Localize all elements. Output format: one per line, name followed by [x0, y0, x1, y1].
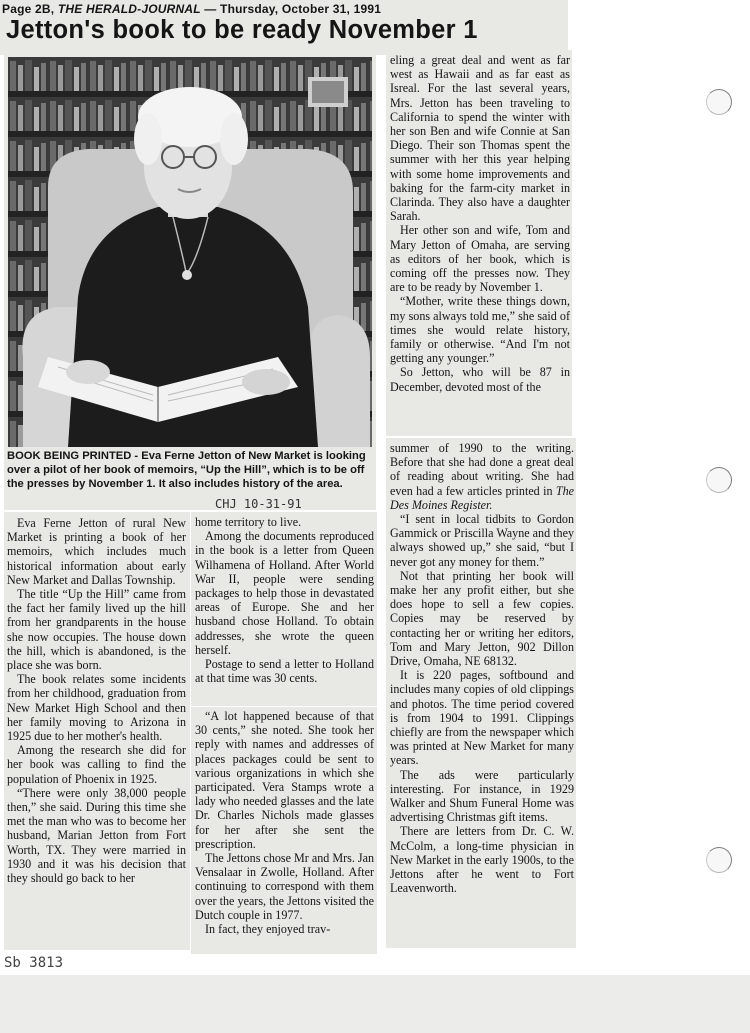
photo-caption: BOOK BEING PRINTED - Eva Ferne Jetton of New Market is looking over a pilot of her book of memoirs, “Up the Hill”, which is to be off the presses by November 1. It also includes history of the area. [7, 450, 366, 490]
handwritten-date-note: CHJ 10-31-91 [215, 497, 302, 511]
punch-hole-bottom [706, 847, 732, 873]
photo-illustration [8, 57, 372, 447]
paragraph: “I sent in local tidbits to Gordon Gammick or Priscilla Wayne and they always showed up,” she said, “but I never got any money for them.” [390, 512, 574, 569]
paragraph: Among the documents reproduced in the book is a letter from Queen Wilhamena of Holland. After World War II, people were sending packages to help those in devastated areas of Europe. She and her husband chose Holland. To obtain addresses, she wrote the queen herself. [195, 529, 374, 657]
article-column-3-bottom [390, 441, 574, 896]
paragraph: “A lot happened because of that 30 cents,” she noted. She took her reply with names and addresses of places packages could be sent to various organizations in which she participated. Vera Stamps wrote a lady who needed glasses and the late Dr. Charles Nichols made glasses for her after she sent the prescription. [195, 709, 374, 851]
article-column-3-top [390, 53, 570, 394]
scanner-margin [0, 975, 750, 1033]
headline: Jetton's book to be ready November 1 [6, 16, 478, 44]
paragraph: eling a great deal and went as far west as Hawaii and as far east as Isreal. For the last several years, Mrs. Jetton has been traveling to California to spend the winter with her son Ben and wife Connie at San Diego. Their son Thomas spent the summer with her this year helping with some home improvements and baking for the farm-city market in Clarinda. They also have a daughter Sarah. [390, 53, 570, 224]
photo-woman-reading-book [8, 57, 372, 447]
paragraph: There are letters from Dr. C. W. McColm, a long-time physician in New Market in the early 1900s, to the Jettons after he went to Fort Leavenworth. [390, 824, 574, 896]
paragraph: “Mother, write these things down, my sons always told me,” she said of times she would relate history, family or otherwise. “And I'm not getting any younger.” [390, 294, 570, 366]
paragraph: home territory to live. [195, 515, 302, 529]
paragraph: Among the research she did for her book was calling to find the population of Phoenix in 1925. [7, 743, 186, 786]
paragraph: The book relates some incidents from her childhood, graduation from New Market High School and then her family moving to Arizona in 1925 due to her mother's health. [7, 672, 186, 744]
article-column-2-bottom [195, 709, 374, 936]
paragraph: Eva Ferne Jetton of rural New Market is printing a book of her memoirs, which includes much historical information about early New Market and Dallas Township. [7, 516, 186, 587]
paragraph: So Jetton, who will be 87 in December, devoted most of the [390, 365, 570, 394]
paragraph: The ads were particularly interesting. For instance, in 1929 Walker and Shum Funeral Home was advertising Christmas gift items. [390, 767, 574, 825]
punch-hole-middle [706, 467, 732, 493]
catalog-mark: Sb 3813 [4, 955, 64, 971]
punch-hole-top [706, 89, 732, 115]
paragraph: Postage to send a letter to Holland at that time was 30 cents. [195, 657, 374, 686]
paragraph: The title “Up the Hill” came from the fact her family lived up the hill from her grandparents in the house she now occupies. The house down the hill, which is abandoned, is the place she was born. [7, 587, 186, 673]
paragraph: Not that printing her book will make her any profit either, but she does hope to sell a few copies. Copies may be reserved by contacting her or writing her editors, Tom and Mary Jetton, 902 Dillon Drive, Omaha, NE 68132. [390, 568, 574, 669]
paragraph: In fact, they enjoyed trav- [205, 922, 331, 937]
article-column-2-top [195, 515, 374, 685]
paragraph: It is 220 pages, softbound and includes many copies of old clippings and photos. The time period covered is from 1904 to 1991. Clippings chiefly are from the newspaper which was printed at New Market for many years. [390, 668, 574, 768]
dateline: Page 2B, THE HERALD-JOURNAL — Thursday, October 31, 1991 [2, 2, 382, 16]
paragraph: summer of 1990 to the writing. Before that she had done a great deal of reading about writing. She had even had a few articles printed in The Des Moines Register. [390, 441, 574, 512]
paragraph: “There were only 38,000 people then,” she said. During this time she met the man who was to become her husband, Marian Jetton from Fort Worth, TX. They were married in 1930 and it was his decision that they should go back to her [7, 785, 186, 886]
paragraph: Her other son and wife, Tom and Mary Jetton of Omaha, are serving as editors of her book, which is coming off the presses now. They are to be ready by November 1. [390, 223, 570, 295]
paragraph: The Jettons chose Mr and Mrs. Jan Vensalaar in Zwolle, Holland. After continuing to correspond with them over the years, the Jettons visited the Dutch couple in 1977. [195, 851, 374, 922]
article-column-1 [7, 516, 186, 885]
